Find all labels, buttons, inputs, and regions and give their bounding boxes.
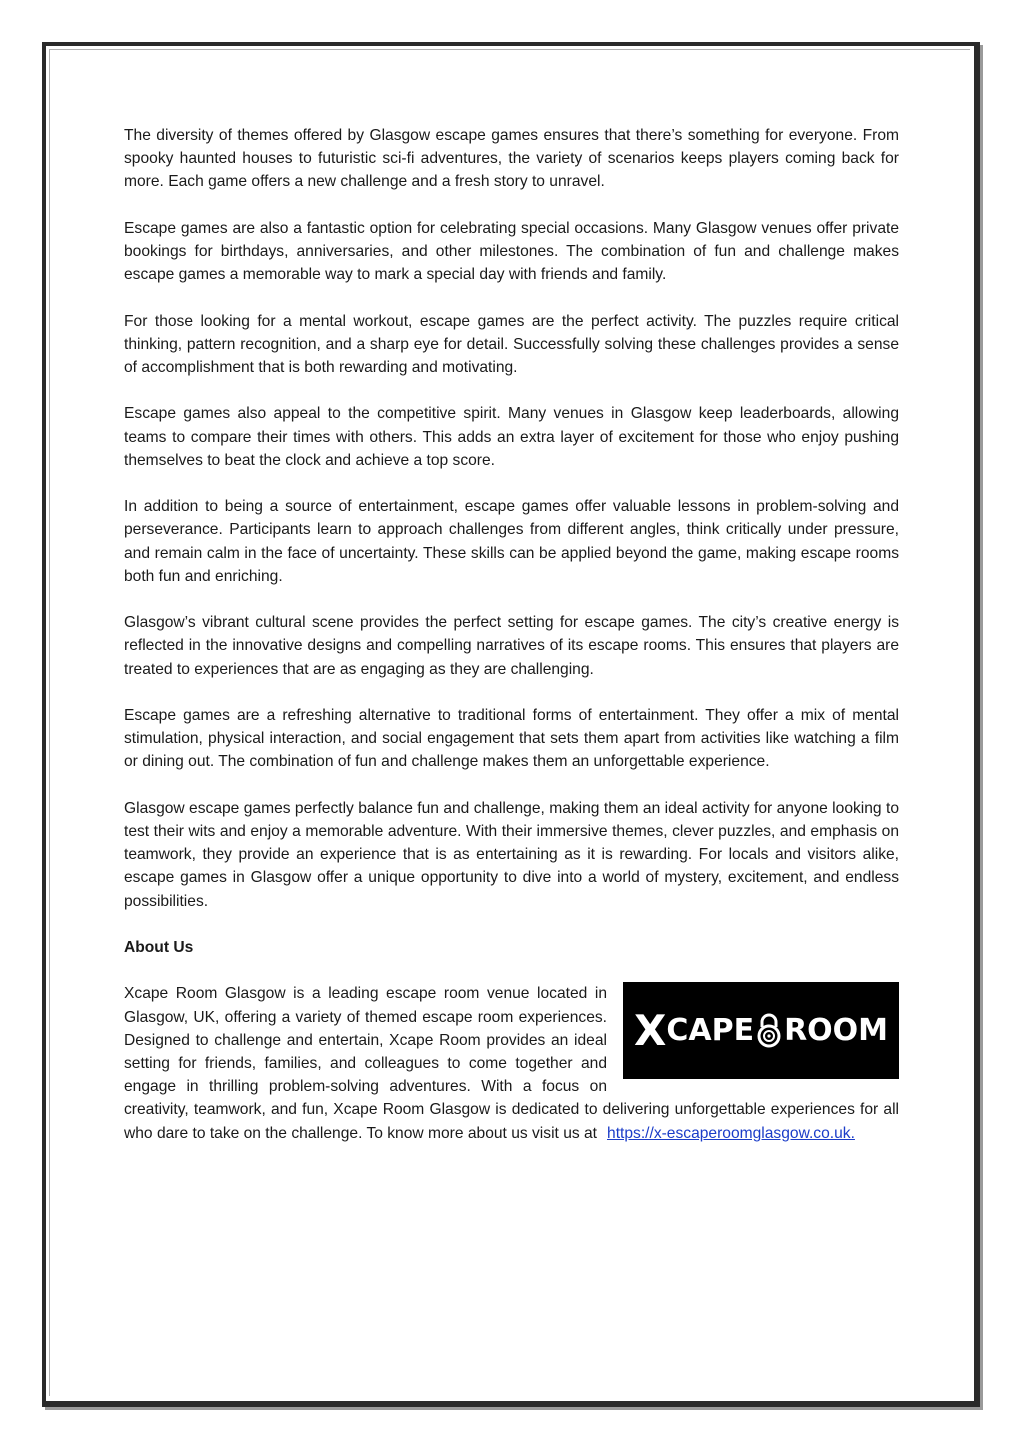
about-heading: About Us [124, 938, 194, 956]
paragraph-cultural-scene: Glasgow’s vibrant cultural scene provides the perfect setting for escape games. The city’s creative energy is reflected in the innovative designs and compelling narratives of its escape rooms. This ensures that players are treated to experiences that are as engaging as they are challenging. [124, 614, 899, 678]
paragraph-themes: The diversity of themes offered by Glasgow escape games ensures that there’s something for everyone. From spooky haunted houses to futuristic sci-fi adventures, the variety of scenarios keeps players coming back for more. Each game offers a new challenge and a fresh story to unravel. [124, 127, 899, 191]
paragraph-conclusion: Glasgow escape games perfectly balance fun and challenge, making them an ideal activity for anyone looking to test their wits and enjoy a memorable adventure. With their immersive themes, clever puzzles, and emphasis on teamwork, they provide an experience that is as entertaining as it is rewarding. For locals and visitors alike, escape games in Glasgow offer a unique opportunity to dive into a world of mystery, excitement, and endless possibilities. [124, 799, 899, 910]
paragraph-mental-workout: For those looking for a mental workout, escape games are the perfect activity. The puzzles require critical thinking, pattern recognition, and a sharp eye for detail. Successfully solving these challenges provides a sense of accomplishment that is both rewarding and motivating. [124, 312, 899, 376]
paragraph-alternative: Escape games are a refreshing alternative to traditional forms of entertainment. They offer a mix of mental stimulation, physical interaction, and social engagement that sets them apart from activities like watching a film or dining out. The combination of fun and challenge makes them an unforgettable experience. [124, 706, 899, 771]
paragraph-competitive: Escape games also appeal to the competitive spirit. Many venues in Glasgow keep leaderboards, allowing teams to compare their times with others. This adds an extra layer of excitement for those who enjoy pushing themselves to beat the clock and achieve a top score. [124, 405, 899, 469]
website-link[interactable]: https://x-escaperoomglasgow.co.uk. [607, 1124, 855, 1142]
logo-x-letter: X [633, 1005, 667, 1055]
document-body [124, 124, 899, 1145]
xcape-room-logo [623, 982, 899, 1079]
logo-room-text: ROOM [784, 1013, 889, 1049]
padlock-icon [756, 1012, 782, 1050]
logo-cape-text: CAPE [666, 1013, 755, 1049]
about-body: Xcape Room Glasgow is a leading escape room venue located in Glasgow, UK, offering a variety of themed escape room experiences. Designed to challenge and entertain, Xcape Room provides an ideal setting for friends, families, and colleagues to come together and engage in thrilling problem-solving adventures. With a focus on creativity, teamwork, and fun, Xcape Room Glasgow is dedicated to delivering unforgettable experiences for all who dare to take on the challenge. To know more about us visit us at [124, 985, 899, 1142]
logo-wordmark [633, 1005, 889, 1055]
paragraph-lessons: In addition to being a source of entertainment, escape games offer valuable lessons in problem-solving and perseverance. Participants learn to approach challenges from different angles, think critically under pressure, and remain calm in the face of uncertainty. These skills can be applied beyond the game, making escape rooms both fun and enriching. [124, 498, 899, 585]
about-section [124, 982, 899, 1144]
paragraph-occasions: Escape games are also a fantastic option for celebrating special occasions. Many Glasgow venues offer private bookings for birthdays, anniversaries, and other milestones. The combination of fun and challenge makes escape games a memorable way to mark a special day with friends and family. [124, 219, 899, 284]
